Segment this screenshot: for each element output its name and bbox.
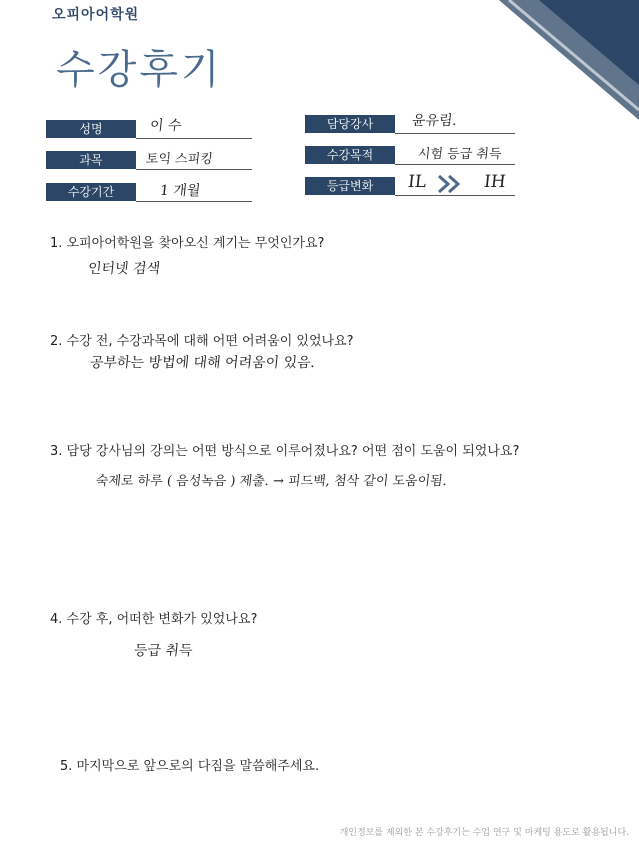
question-2: 2. 수강 전, 수강과목에 대해 어떤 어려움이 있었나요?: [50, 334, 354, 349]
answer-1: 인터넷 검색: [87, 261, 161, 277]
answer-2: 공부하는 방법에 대해 어려움이 있음.: [89, 355, 316, 371]
name-label: 성명: [46, 120, 136, 138]
period-label: 수강기간: [46, 183, 136, 201]
subject-value: 토익 스피킹: [145, 152, 214, 167]
question-5: 5. 마지막으로 앞으로의 다짐을 말씀해주세요.: [60, 759, 320, 774]
question-4: 4. 수강 후, 어떠한 변화가 있었나요?: [50, 612, 258, 627]
grade-from-value: IL: [406, 172, 428, 192]
instructor-label: 담당강사: [305, 115, 395, 133]
purpose-line: [395, 164, 515, 165]
question-3: 3. 담당 강사님의 강의는 어떤 방식으로 이루어졌나요? 어떤 점이 도움이 되었나요?: [50, 444, 520, 459]
question-1: 1. 오피아어학원을 찾아오신 계기는 무엇인가요?: [50, 236, 325, 251]
grade-to-value: IH: [482, 172, 507, 192]
period-line: [136, 201, 252, 202]
chevron-right-icon: [436, 174, 462, 194]
academy-name: 오피아어학원: [52, 7, 140, 23]
answer-3: 숙제로 하루 ( 음성녹음 ) 제출. → 피드백, 첨삭 같이 도움이됨.: [95, 474, 448, 489]
corner-stripe-decoration: [499, 0, 639, 120]
period-value: 1 개월: [159, 183, 202, 199]
answer-4: 등급 취득: [133, 643, 194, 659]
name-value: 이 수: [149, 118, 183, 134]
subject-line: [136, 169, 252, 170]
page-title: 수강후기: [56, 47, 223, 93]
purpose-value: 시험 등급 취득: [417, 147, 503, 162]
grade-change-label: 등급변화: [305, 177, 395, 195]
purpose-label: 수강목적: [305, 146, 395, 164]
instructor-line: [395, 133, 515, 134]
footer-notice: 개인정보를 제외한 본 수강후기는 수업 연구 및 마케팅 용도로 활용됩니다.: [339, 828, 629, 838]
name-line: [136, 138, 252, 139]
subject-label: 과목: [46, 151, 136, 169]
instructor-value: 윤유림.: [411, 113, 458, 129]
grade-change-line: [395, 195, 515, 196]
